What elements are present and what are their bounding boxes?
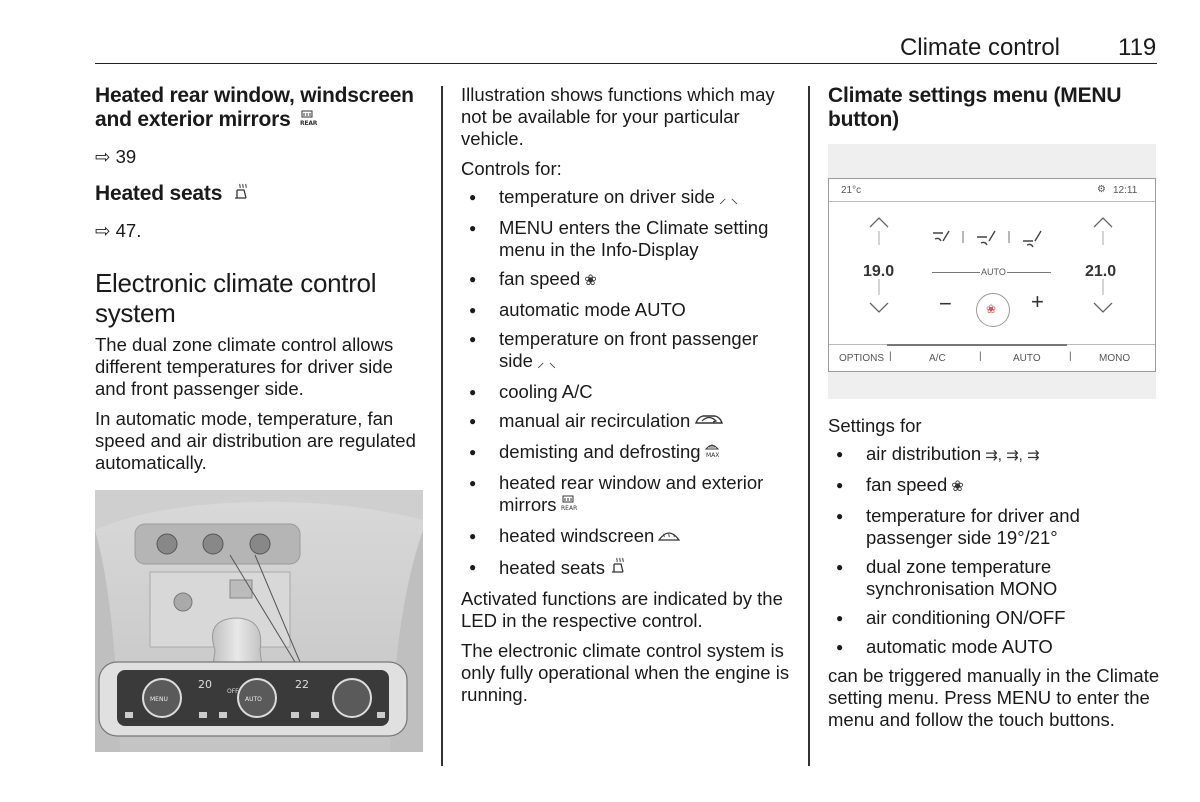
list-item: ● fan speed ❀: [461, 268, 796, 292]
column-divider-2: [808, 86, 810, 766]
list-item: ● MENU enters the Climate setting menu in the Info-Display: [461, 217, 796, 261]
header-rule: [95, 63, 1157, 64]
heading-text: Heated seats: [95, 182, 223, 205]
controls-for-label: Controls for:: [461, 158, 562, 179]
list-item: ● temperature on front passenger side ⸝ ⸜: [461, 328, 796, 374]
tab-indicator: [887, 344, 1067, 346]
temperature-arc-icon: ⸝ ⸜: [536, 354, 557, 371]
page-reference: ⇨ 39: [95, 146, 137, 167]
fan-icon: ❀: [986, 302, 997, 316]
list-item: ● temperature for driver and passenger side 19°/21°: [828, 505, 1163, 549]
column-2: [461, 84, 796, 714]
fan-icon: ❀: [584, 272, 597, 289]
temperature-arc-icon: ⸝ ⸜: [718, 190, 739, 207]
driver-temperature[interactable]: 19.0: [863, 263, 895, 280]
tab-mono[interactable]: MONO: [1099, 353, 1131, 364]
svg-text:AUTO: AUTO: [245, 696, 262, 703]
status-clock: 12:11: [1113, 185, 1138, 196]
tab-auto[interactable]: AUTO: [1013, 353, 1041, 364]
info-display-illustration: [828, 144, 1156, 399]
svg-text:22: 22: [295, 678, 309, 691]
svg-text:OFF: OFF: [227, 688, 239, 695]
fan-decrease-button[interactable]: −: [939, 291, 952, 316]
list-item: ● heated seats: [461, 556, 796, 581]
chapter-title: Climate control: [899, 34, 1060, 61]
heated-seat-icon: [232, 182, 250, 208]
fan-button[interactable]: [976, 293, 1010, 327]
heated-seats-heading: [95, 182, 425, 208]
list-item: ● air distribution ⇉, ⇉, ⇉: [828, 443, 1163, 467]
passenger-temperature[interactable]: 21.0: [1085, 263, 1117, 280]
paragraph: In automatic mode, temperature, fan speed and air distribution are regulated automatically.: [95, 408, 416, 473]
list-item: ● heated rear window and exterior mirrors REAR: [461, 472, 796, 518]
list-item: ● manual air recirculation: [461, 410, 796, 434]
paragraph: Illustration shows functions which may not be available for your particular vehicle.: [461, 84, 775, 149]
paragraph: can be triggered manually in the Climate setting menu. Press MENU to enter the menu and follow the touch buttons.: [828, 665, 1160, 730]
paragraph: Activated functions are indicated by the LED in the respective control.: [461, 588, 783, 631]
svg-text:20: 20: [198, 678, 212, 691]
fan-slider-left: [932, 272, 980, 273]
list-item: ● cooling A/C: [461, 381, 796, 403]
fan-increase-button[interactable]: +: [1031, 289, 1044, 314]
climate-panel-illustration: [95, 490, 423, 752]
list-item: ● fan speed ❀: [828, 474, 1163, 498]
heading-text: Heated rear window, windscreen and exterior mirrors: [95, 84, 414, 131]
auto-label: AUTO: [981, 267, 1006, 277]
page-reference: ⇨ 47.: [95, 220, 142, 241]
column-3: [828, 84, 1163, 739]
air-distribution-icon[interactable]: [929, 225, 1055, 249]
section-title: Electronic climate control system: [95, 268, 377, 328]
controls-list: [461, 186, 796, 581]
list-item: ● demisting and defrosting MAX: [461, 441, 796, 465]
column-divider-1: [441, 86, 443, 766]
rear-window-heat-icon: [300, 110, 318, 134]
rear-window-heat-icon: [561, 495, 575, 518]
fan-icon: ❀: [951, 478, 964, 495]
list-item: ● heated windscreen: [461, 525, 796, 549]
list-item: ● temperature on driver side ⸝ ⸜: [461, 186, 796, 210]
fan-slider-right: [1007, 272, 1051, 273]
air-distribution-icon: ⇉, ⇉, ⇉: [985, 447, 1040, 464]
heated-windscreen-icon: [658, 527, 680, 549]
defrost-max-icon: [705, 442, 719, 465]
list-item: ● automatic mode AUTO: [461, 299, 796, 321]
list-item: ● air conditioning ON/OFF: [828, 607, 1163, 629]
settings-list: [828, 443, 1163, 658]
page-number: 119: [1118, 34, 1157, 61]
tab-options[interactable]: OPTIONS: [839, 353, 885, 364]
svg-text:MAX: MAX: [705, 452, 719, 459]
column-1: [95, 84, 425, 482]
climate-settings-heading: Climate settings menu (MENU button): [828, 84, 1122, 131]
svg-text:MENU: MENU: [150, 696, 168, 703]
svg-text:REAR: REAR: [300, 120, 318, 127]
svg-text:REAR: REAR: [560, 505, 577, 512]
settings-for-label: Settings for: [828, 415, 922, 436]
heated-seat-icon: [609, 556, 627, 581]
status-temperature: 21°c: [841, 185, 862, 196]
recirculation-icon: [694, 412, 724, 434]
heated-rear-window-heading: [95, 84, 425, 134]
paragraph: The electronic climate control system is only fully operational when the engine is running.: [461, 640, 790, 705]
tab-bar: OPTIONS | A/C | AUTO | MONO: [829, 344, 1155, 372]
list-item: ● dual zone temperature synchronisation MONO: [828, 556, 1163, 600]
settings-gear-icon: ⚙: [1097, 184, 1106, 195]
paragraph: The dual zone climate control allows different temperatures for driver side and front passenger side.: [95, 334, 394, 399]
tab-ac[interactable]: A/C: [929, 353, 946, 364]
info-display-screen: [828, 178, 1156, 372]
status-divider: [829, 201, 1155, 202]
list-item: ● automatic mode AUTO: [828, 636, 1163, 658]
